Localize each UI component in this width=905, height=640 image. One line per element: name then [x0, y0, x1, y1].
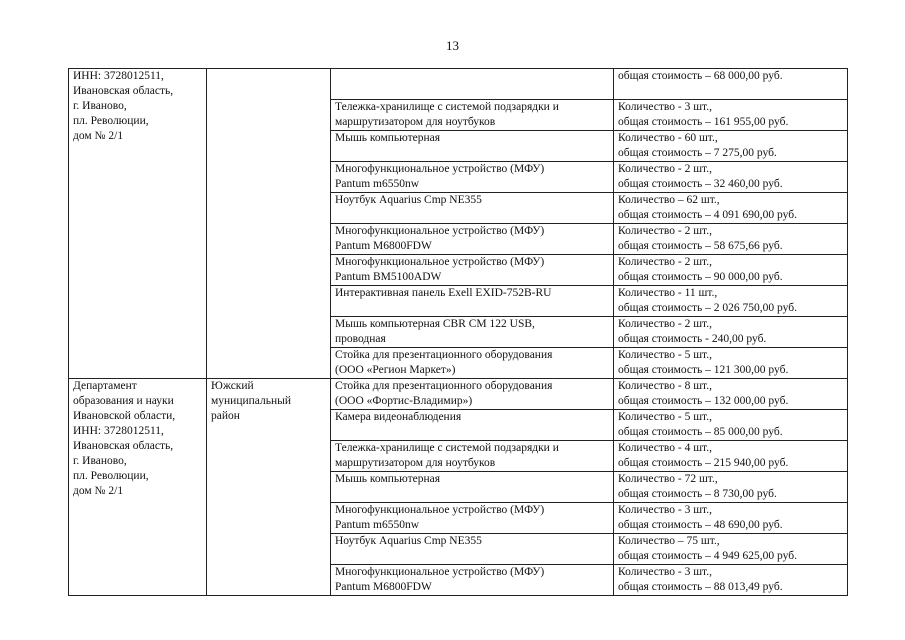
- item-details-line: Количество - 5 шт.,: [618, 411, 712, 423]
- item-name-cell: [331, 441, 614, 472]
- item-name-cell: [331, 193, 614, 224]
- item-name-line: [335, 69, 609, 84]
- page-number: 13: [446, 38, 459, 53]
- item-name-line: Тележка-хранилище с системой подзарядки и: [335, 101, 559, 113]
- item-details-line: Количество - 72 шт.,: [618, 473, 718, 485]
- item-details-cell: [614, 224, 848, 255]
- item-details-cell: [614, 131, 848, 162]
- item-name-line: Мышь компьютерная: [335, 132, 441, 144]
- item-name-line: Многофункциональное устройство (МФУ): [335, 163, 545, 175]
- item-name-line: Многофункциональное устройство (МФУ): [335, 566, 545, 578]
- item-name-cell: [331, 317, 614, 348]
- item-details-cell: [614, 534, 848, 565]
- item-name-cell: [331, 131, 614, 162]
- item-name-cell: [331, 286, 614, 317]
- organization-line: Ивановская область,: [73, 85, 174, 97]
- item-details-line: общая стоимость – 32 460,00 руб.: [618, 178, 783, 190]
- item-name-line: проводная: [335, 333, 386, 345]
- organization-line: ИНН: 3728012511,: [73, 425, 164, 437]
- item-name-line: Мышь компьютерная: [335, 473, 441, 485]
- item-name-cell: [331, 100, 614, 131]
- item-name-cell: [331, 69, 614, 100]
- item-details-line: общая стоимость – 8 730,00 руб.: [618, 488, 777, 500]
- item-details-line: общая стоимость – 4 949 625,00 руб.: [618, 550, 797, 562]
- organization-line: Ивановская область,: [73, 440, 174, 452]
- district-line: район: [211, 410, 240, 422]
- item-name-line: Стойка для презентационного оборудования: [335, 380, 553, 392]
- item-name-line: Pantum m6550nw: [335, 519, 420, 531]
- item-name-cell: [331, 255, 614, 286]
- item-details-cell: [614, 379, 848, 410]
- item-details-line: Количество - 8 шт.,: [618, 380, 712, 392]
- organization-cell: [69, 69, 207, 379]
- item-name-line: маршрутизатором для ноутбуков: [335, 457, 496, 469]
- item-name-line: Мышь компьютерная CBR CM 122 USB,: [335, 318, 535, 330]
- organization-line: г. Иваново,: [73, 100, 127, 112]
- table-row: [69, 69, 848, 100]
- item-details-line: общая стоимость – 121 300,00 руб.: [618, 364, 789, 376]
- item-name-line: Ноутбук Aquarius Cmp NE355: [335, 194, 482, 206]
- district-cell: [207, 379, 331, 596]
- item-details-cell: [614, 286, 848, 317]
- item-name-cell: [331, 379, 614, 410]
- item-details-cell: [614, 410, 848, 441]
- item-details-line: общая стоимость – 85 000,00 руб.: [618, 426, 783, 438]
- item-details-line: Количество - 2 шт.,: [618, 256, 712, 268]
- item-name-line: Pantum m6550nw: [335, 178, 420, 190]
- item-details-line: Количество - 2 шт.,: [618, 225, 712, 237]
- item-details-line: Количество – 75 шт.,: [618, 535, 720, 547]
- item-details-line: общая стоимость – 161 955,00 руб.: [618, 116, 789, 128]
- item-name-line: маршрутизатором для ноутбуков: [335, 116, 496, 128]
- district-cell: [207, 69, 331, 379]
- item-details-line: Количество - 2 шт.,: [618, 163, 712, 175]
- item-details-line: Количество - 3 шт.,: [618, 566, 712, 578]
- item-name-cell: [331, 348, 614, 379]
- item-details-line: Количество – 62 шт.,: [618, 194, 720, 206]
- item-name-line: Многофункциональное устройство (МФУ): [335, 504, 545, 516]
- district-line: муниципальный: [211, 395, 292, 407]
- item-details-line: Количество - 3 шт.,: [618, 504, 712, 516]
- item-details-line: Количество - 5 шт.,: [618, 349, 712, 361]
- item-details-cell: [614, 100, 848, 131]
- item-details-cell: [614, 472, 848, 503]
- item-details-line: Количество - 2 шт.,: [618, 318, 712, 330]
- item-name-line: Pantum M6800FDW: [335, 581, 432, 593]
- item-name-cell: [331, 224, 614, 255]
- item-name-line: (ООО «Регион Маркет»): [335, 364, 456, 376]
- organization-line: пл. Революции,: [73, 470, 149, 482]
- item-details-line: Количество - 4 шт.,: [618, 442, 712, 454]
- item-name-line: Многофункциональное устройство (МФУ): [335, 225, 545, 237]
- item-details-cell: [614, 162, 848, 193]
- item-name-line: [335, 487, 609, 502]
- item-details-cell: [614, 565, 848, 596]
- item-details-line: общая стоимость – 2 026 750,00 руб.: [618, 302, 797, 314]
- item-details-line: общая стоимость – 7 275,00 руб.: [618, 147, 777, 159]
- item-name-line: Pantum BM5100ADW: [335, 271, 442, 283]
- item-name-line: [335, 84, 609, 99]
- table-row: [69, 379, 848, 410]
- item-details-line: общая стоимость – 48 690,00 руб.: [618, 519, 783, 531]
- item-details-line: Количество - 11 шт.,: [618, 287, 718, 299]
- item-name-cell: [331, 472, 614, 503]
- item-details-cell: [614, 348, 848, 379]
- item-name-line: (ООО «Фортис-Владимир»): [335, 395, 473, 407]
- item-name-line: Камера видеонаблюдения: [335, 411, 462, 423]
- item-details-line: общая стоимость – 132 000,00 руб.: [618, 395, 789, 407]
- organization-line: пл. Революции,: [73, 115, 149, 127]
- organization-line: дом № 2/1: [73, 485, 124, 497]
- item-name-cell: [331, 162, 614, 193]
- item-details-cell: [614, 441, 848, 472]
- item-name-line: [335, 208, 609, 223]
- item-name-line: [335, 146, 609, 161]
- item-details-line: общая стоимость – 90 000,00 руб.: [618, 271, 783, 283]
- equipment-table: [68, 68, 848, 596]
- item-name-cell: [331, 410, 614, 441]
- table-body: [69, 69, 848, 596]
- item-details-cell: [614, 503, 848, 534]
- item-name-line: [335, 425, 609, 440]
- item-name-line: Ноутбук Aquarius Cmp NE355: [335, 535, 482, 547]
- district-line: Южский: [211, 380, 254, 392]
- item-name-cell: [331, 565, 614, 596]
- item-name-line: Многофункциональное устройство (МФУ): [335, 256, 545, 268]
- organization-line: Департамент: [73, 380, 137, 392]
- item-details-line: общая стоимость – 4 091 690,00 руб.: [618, 209, 797, 221]
- item-name-line: [335, 301, 609, 316]
- item-name-cell: [331, 534, 614, 565]
- item-details-line: общая стоимость – 215 940,00 руб.: [618, 457, 789, 469]
- item-details-cell: [614, 69, 848, 100]
- item-details-line: Количество - 3 шт.,: [618, 101, 712, 113]
- organization-cell: [69, 379, 207, 596]
- item-details-line: общая стоимость – 58 675,66 руб.: [618, 240, 783, 252]
- item-name-line: [335, 549, 609, 564]
- item-details-line: Количество - 60 шт.,: [618, 132, 718, 144]
- item-details-line: общая стоимость - 240,00 руб.: [618, 333, 767, 345]
- item-name-line: Pantum M6800FDW: [335, 240, 432, 252]
- item-name-cell: [331, 503, 614, 534]
- item-details-cell: [614, 193, 848, 224]
- item-name-line: Стойка для презентационного оборудования: [335, 349, 553, 361]
- organization-line: Ивановской области,: [73, 410, 176, 422]
- organization-line: образования и науки: [73, 395, 174, 407]
- organization-line: ИНН: 3728012511,: [73, 70, 164, 82]
- item-details-cell: [614, 317, 848, 348]
- item-details-cell: [614, 255, 848, 286]
- organization-line: г. Иваново,: [73, 455, 127, 467]
- item-name-line: Интерактивная панель Exell EXID-752B-RU: [335, 287, 552, 299]
- item-name-line: Тележка-хранилище с системой подзарядки и: [335, 442, 559, 454]
- organization-line: дом № 2/1: [73, 130, 124, 142]
- item-details-line: общая стоимость – 68 000,00 руб.: [618, 70, 783, 82]
- item-details-line: общая стоимость – 88 013,49 руб.: [618, 581, 783, 593]
